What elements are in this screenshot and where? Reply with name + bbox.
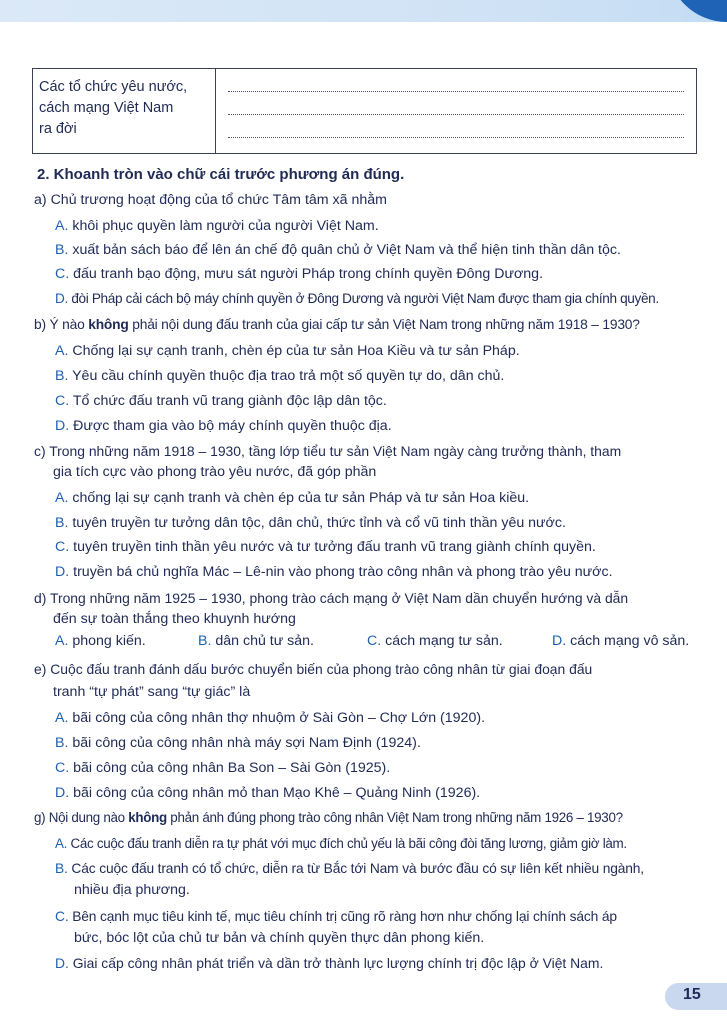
option-a-D[interactable] [55,289,659,309]
page-number: 15 [683,986,701,1003]
option-letter: B. [55,242,73,258]
option-text: Được tham gia vào bộ máy chính quyền thuộc địa. [73,418,392,434]
option-letter: A. [55,633,73,649]
question-label: c) [34,443,50,459]
question-d-stem-cont: đến sự toàn thắng theo khuynh hướng [53,611,296,627]
option-e-A[interactable] [55,708,485,728]
option-letter: B. [55,368,73,384]
option-letter: C. [55,760,74,776]
question-c-stem [34,441,621,461]
dotted-answer-line [228,114,684,115]
option-g-B[interactable] [55,859,644,879]
option-letter: C. [55,393,73,409]
option-g-C-cont: bức, bóc lột của chủ tư bản và chính quyền thực dân phong kiến. [74,930,485,946]
option-a-B[interactable] [55,240,621,260]
question-label: g) [34,810,49,825]
question-e-stem [34,659,592,679]
option-letter: D. [55,291,72,306]
table-label-cell [33,69,216,154]
option-a-C[interactable] [55,264,543,284]
option-text: cách mạng tư sản. [385,633,503,649]
option-b-B[interactable] [55,366,504,386]
option-d-D[interactable] [552,633,689,649]
option-letter: D. [55,564,74,580]
option-text: tuyên truyền tư tưởng dân tộc, dân chủ, thức tỉnh và cổ vũ tinh thần yêu nước. [72,515,566,531]
option-text: Tổ chức đấu tranh vũ trang giành độc lập dân tộc. [72,393,387,409]
question-label: b) [34,317,50,332]
option-text: Yêu cầu chính quyền thuộc địa trao trả một số quyền tự do, dân chủ. [72,368,505,384]
top-decor-band [0,0,727,22]
table-label-line: Các tổ chức yêu nước, [39,79,188,95]
option-c-C[interactable] [55,537,596,557]
question-label: e) [34,661,51,677]
option-text: Bên cạnh mục tiêu kinh tế, mục tiêu chính trị cũng rõ ràng hơn như chống lại chính sách áp [72,909,617,924]
option-e-B[interactable] [55,733,421,753]
section-title: 2. Khoanh tròn vào chữ cái trước phương án đúng. [37,166,405,183]
option-letter: D. [55,955,73,971]
question-keyword: không [128,810,167,825]
question-label: a) [34,192,51,208]
option-c-A[interactable] [55,488,529,508]
option-g-C[interactable] [55,907,617,927]
option-d-C[interactable] [367,633,503,649]
option-letter: D. [55,418,74,434]
option-letter: D. [552,633,571,649]
option-text: Các cuộc đấu tranh diễn ra tự phát với mục đích chủ yếu là bãi công đòi tăng lương, giảm giờ làm. [70,836,627,851]
table-label-line: ra đời [39,121,77,137]
option-text: cách mạng vô sản. [570,633,690,649]
dotted-answer-line [228,137,684,138]
option-e-D[interactable] [55,783,480,803]
option-text: bãi công của công nhân Ba Son – Sài Gòn (1925). [73,760,391,776]
option-letter: A. [55,343,73,359]
option-text: xuất bản sách báo để lên án chế độ quân chủ ở Việt Nam và thể hiện tinh thần dân tộc. [72,242,621,258]
question-e-stem-cont: tranh “tự phát” sang “tự giác” là [53,684,251,700]
question-keyword: không [88,317,129,332]
option-d-A[interactable] [55,633,146,649]
option-letter: B. [55,515,73,531]
answer-cell[interactable] [216,69,697,154]
question-b-stem [34,315,640,335]
option-letter: D. [55,785,74,801]
question-text: Trong những năm 1918 – 1930, tầng lớp tiểu tư sản Việt Nam ngày càng trưởng thành, tham [49,443,622,459]
option-letter: B. [55,735,73,751]
table-label-line: cách mạng Việt Nam [39,100,174,116]
option-b-C[interactable] [55,391,387,411]
option-text: phong kiến. [72,633,146,649]
option-g-B-cont: nhiều địa phương. [74,882,190,898]
question-text: Nội dung nào [48,810,129,825]
page-number-tab [665,983,727,1010]
option-c-D[interactable] [55,562,613,582]
option-letter: C. [367,633,386,649]
option-letter: A. [55,836,71,851]
option-c-B[interactable] [55,513,566,533]
option-text: Giai cấp công nhân phát triển và dần trở thành lực lượng chính trị độc lập ở Việt Nam. [72,955,604,971]
option-d-B[interactable] [198,633,314,649]
option-text: tuyên truyền tinh thần yêu nước và tư tưởng đấu tranh vũ trang giành chính quyền. [73,539,596,555]
option-letter: A. [55,710,73,726]
question-label: d) [34,590,50,606]
option-e-C[interactable] [55,758,390,778]
option-b-A[interactable] [55,341,520,361]
option-text: truyền bá chủ nghĩa Mác – Lê-nin vào phong trào công nhân và phong trào yêu nước. [73,564,613,580]
question-text: Chủ trương hoạt động của tổ chức Tâm tâm xã nhằm [50,192,387,208]
option-text: Chống lại sự cạnh tranh, chèn ép của tư sản Hoa Kiều và tư sản Pháp. [72,343,520,359]
dotted-answer-line [228,91,684,92]
question-c-stem-cont: gia tích cực vào phong trào yêu nước, đã góp phần [53,464,377,480]
question-text: phải nội dung đấu tranh của giai cấp tư sản Việt Nam trong những năm 1918 – 1930? [128,317,640,332]
question-text: Cuộc đấu tranh đánh dấu bước chuyển biến của phong trào công nhân từ giai đoạn đấu [50,661,593,677]
option-letter: B. [198,633,216,649]
question-text: phản ánh đúng phong trào công nhân Việt Nam trong những năm 1926 – 1930? [166,810,623,825]
option-a-A[interactable] [55,216,379,236]
option-text: dân chủ tư sản. [215,633,314,649]
option-letter: C. [55,539,74,555]
option-text: chống lại sự cạnh tranh và chèn ép của tư sản Pháp và tư sản Hoa kiều. [72,490,530,506]
question-text: Ý nào [49,317,89,332]
option-text: đòi Pháp cải cách bộ máy chính quyền ở Đông Dương và người Việt Nam được tham gia chính quyền. [71,291,659,306]
question-g-stem [34,808,623,828]
option-text: bãi công của công nhân nhà máy sợi Nam Định (1924). [72,735,421,751]
option-g-A[interactable] [55,834,627,854]
option-g-D[interactable] [55,953,603,973]
option-letter: A. [55,490,73,506]
option-text: đấu tranh bạo động, mưu sát người Pháp trong chính quyền Đông Dương. [73,266,544,282]
option-letter: C. [55,266,74,282]
option-text: Các cuộc đấu tranh có tổ chức, diễn ra từ Bắc tới Nam và bước đầu có sự liên kết nhiều ngành, [71,861,644,876]
option-text: bãi công của công nhân mỏ than Mạo Khê – Quảng Ninh (1926). [73,785,481,801]
fill-in-table [32,68,697,154]
question-a-stem [34,190,387,210]
option-letter: A. [55,218,73,234]
option-text: khôi phục quyền làm người của người Việt Nam. [72,218,379,234]
question-d-stem [34,588,628,608]
option-b-D[interactable] [55,416,392,436]
option-letter: B. [55,861,72,876]
option-text: bãi công của công nhân thợ nhuộm ở Sài Gòn – Chợ Lớn (1920). [72,710,486,726]
question-text: Trong những năm 1925 – 1930, phong trào cách mạng ở Việt Nam dần chuyển hướng và dẫn [49,590,629,606]
option-letter: C. [55,909,73,924]
